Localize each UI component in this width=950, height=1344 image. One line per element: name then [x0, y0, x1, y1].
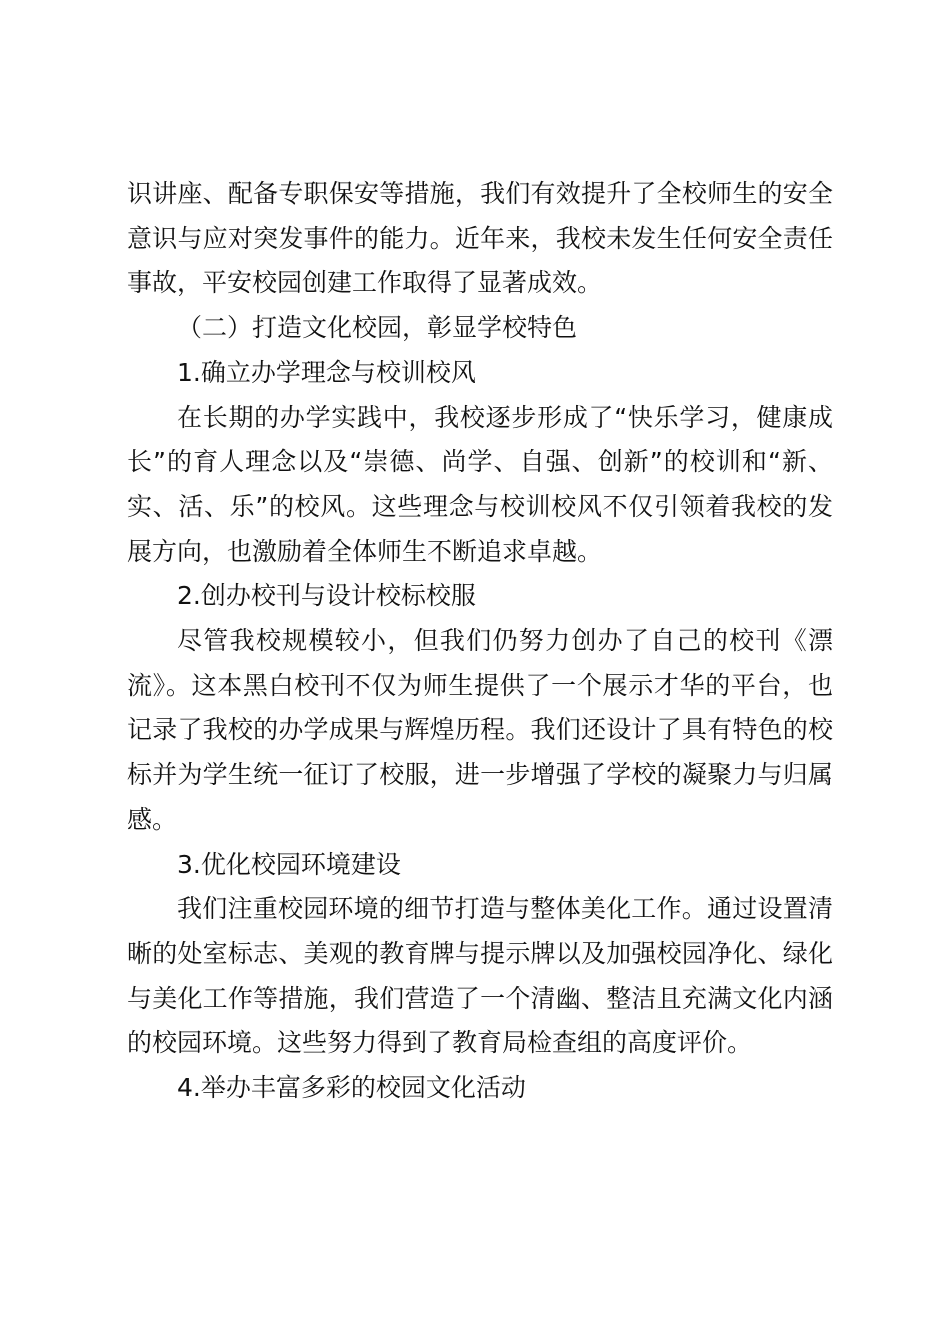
subheading-campus-environment: 3.优化校园环境建设 [177, 849, 401, 879]
paragraph-philosophy-motto: 在长期的办学实践中，我校逐步形成了“快乐学习，健康成长”的育人理念以及“崇德、尚学、自强、创新”的校训和“新、实、活、乐”的校风。这些理念与校训校风不仅引领着我校的发展方向，也激励着全体师生不断追求卓越。 [127, 402, 833, 566]
subheading-philosophy-motto: 1.确立办学理念与校训校风 [177, 357, 476, 387]
paragraph-safety-continued: 识讲座、配备专职保安等措施，我们有效提升了全校师生的安全意识与应对突发事件的能力。近年来，我校未发生任何安全责任事故，平安校园创建工作取得了显著成效。 [127, 179, 833, 298]
section-heading-culture-campus: （二）打造文化校园，彰显学校特色 [177, 313, 578, 343]
paragraph-campus-environment: 我们注重校园环境的细节打造与整体美化工作。通过设置清晰的处室标志、美观的教育牌与提示牌以及加强校园净化、绿化与美化工作等措施，我们营造了一个清幽、整洁且充满文化内涵的校园环境。这些努力得到了教育局检查组的高度评价。 [127, 894, 833, 1058]
paragraph-journal-emblem-uniform: 尽管我校规模较小，但我们仍努力创办了自己的校刊《漂流》。这本黑白校刊不仅为师生提供了一个展示才华的平台，也记录了我校的办学成果与辉煌历程。我们还设计了具有特色的校标并为学生统一征订了校服，进一步增强了学校的凝聚力与归属感。 [127, 626, 833, 834]
document-body [127, 172, 833, 1111]
subheading-journal-emblem-uniform: 2.创办校刊与设计校标校服 [177, 581, 476, 611]
subheading-cultural-activities: 4.举办丰富多彩的校园文化活动 [177, 1073, 526, 1103]
